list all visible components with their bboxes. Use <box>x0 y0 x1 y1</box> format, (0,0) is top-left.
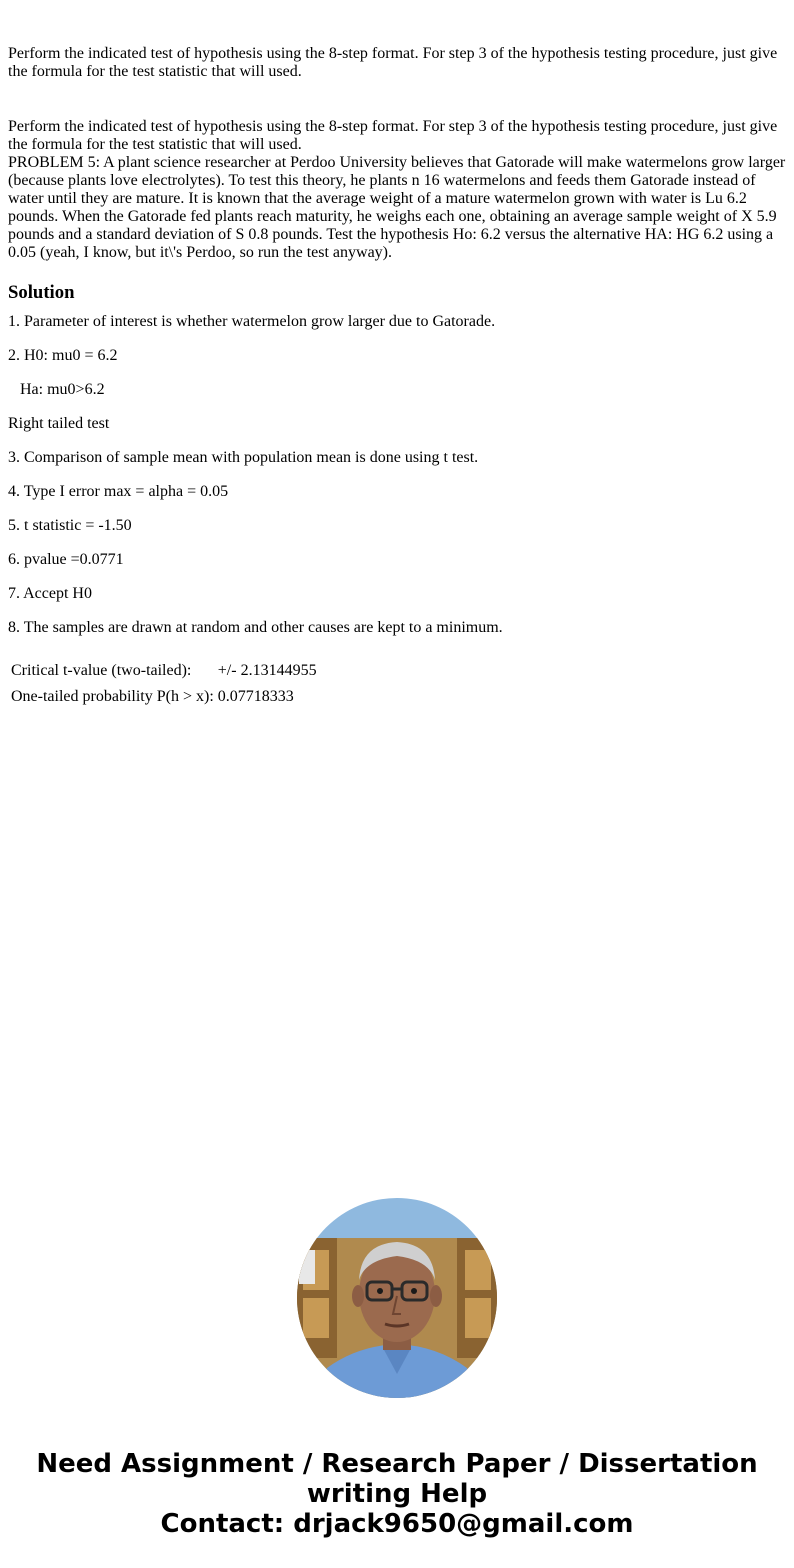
avatar-portrait-image <box>297 1198 497 1398</box>
critical-value-label: Critical t-value (two-tailed): <box>11 662 192 679</box>
step-6: 6. pvalue =0.0771 <box>8 551 124 568</box>
avatar <box>297 1198 497 1398</box>
solution-steps <box>8 313 786 653</box>
probability-label: One-tailed probability P(h > x): <box>11 688 214 705</box>
step-2-null-hypothesis: 2. H0: mu0 = 6.2 <box>8 347 118 364</box>
test-type: Right tailed test <box>8 415 110 432</box>
table-row <box>10 685 318 709</box>
footer-line-1: Need Assignment / Research Paper / Dissertation <box>36 1449 758 1479</box>
solution-heading: Solution <box>8 282 75 303</box>
step-2-alternative-hypothesis: Ha: mu0>6.2 <box>20 381 105 398</box>
step-4: 4. Type I error max = alpha = 0.05 <box>8 483 229 500</box>
question-repeat-intro: Perform the indicated test of hypothesis using the 8-step format. For step 3 of the hypothesis testing procedure, just give the formula for the test statistic that will used. <box>8 118 778 153</box>
step-3: 3. Comparison of sample mean with population mean is done using t test. <box>8 449 479 466</box>
results-table <box>8 657 320 711</box>
step-1: 1. Parameter of interest is whether watermelon grow larger due to Gatorade. <box>8 313 496 330</box>
step-8: 8. The samples are drawn at random and other causes are kept to a minimum. <box>8 619 503 636</box>
page-content <box>0 45 794 711</box>
footer-contact-line: Contact: drjack9650@gmail.com <box>160 1509 634 1539</box>
question-intro: Perform the indicated test of hypothesis using the 8-step format. For step 3 of the hypothesis testing procedure, just give the formula for the test statistic that will used. <box>8 45 778 80</box>
problem-block <box>8 118 786 262</box>
step-7: 7. Accept H0 <box>8 585 92 602</box>
probability-value: 0.07718333 <box>217 688 294 705</box>
footer-line-2: writing Help <box>306 1479 488 1509</box>
table-row <box>10 659 318 683</box>
critical-value: +/- 2.13144955 <box>217 662 317 679</box>
footer-banner <box>0 1449 794 1539</box>
problem-statement: PROBLEM 5: A plant science researcher at Perdoo University believes that Gatorade will make watermelons grow larger (because plants love electrolytes). To test this theory, he plants n 16 watermelons and feeds them Gatorade instead of water until they are mature. It is known that the average weight of a mature watermelon grown with water is Lu 6.2 pounds. When the Gatorade fed plants reach maturity, he weighs each one, obtaining an average sample weight of X 5.9 pounds and a standard deviation of S 0.8 pounds. Test the hypothesis Ho: 6.2 versus the alternative HA: HG 6.2 using a 0.05 (yeah, I know, but it\'s Perdoo, so run the test anyway). <box>8 154 786 261</box>
step-5: 5. t statistic = -1.50 <box>8 517 132 534</box>
